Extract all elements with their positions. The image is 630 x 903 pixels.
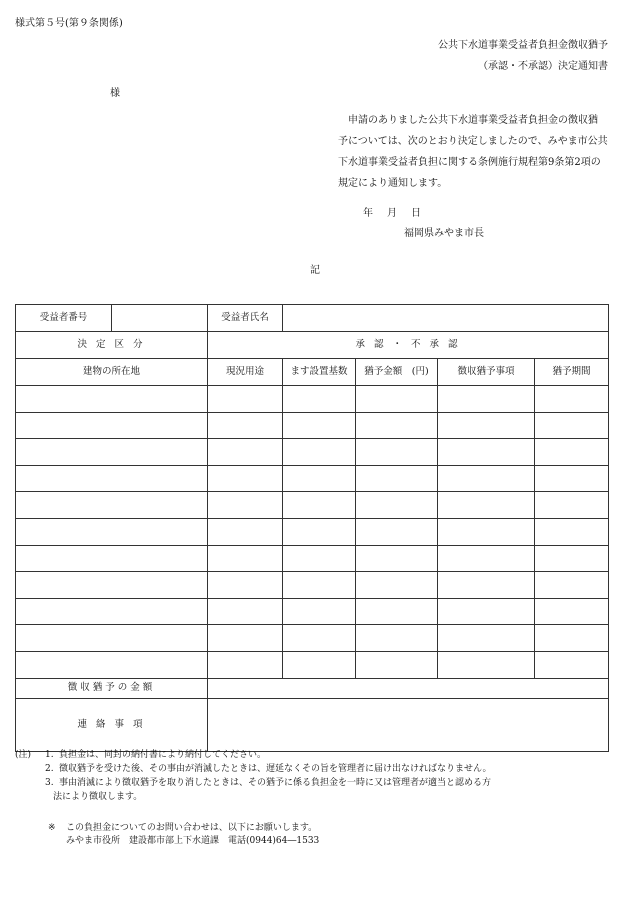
addressee-suffix: 様 xyxy=(110,88,120,99)
contact-info-line: みやま市役所 建設都市部上下水道課 電話(0944)64―1533 xyxy=(66,836,320,846)
location-cell[interactable] xyxy=(16,439,208,466)
table-row xyxy=(16,439,609,466)
column-header-basin-count: ます設置基数 xyxy=(283,359,356,386)
amount-cell[interactable] xyxy=(356,625,438,652)
table-row xyxy=(16,518,609,545)
usage-cell[interactable] xyxy=(208,492,283,519)
contact-row xyxy=(16,698,609,751)
deferral-period-cell[interactable] xyxy=(535,598,609,625)
usage-cell[interactable] xyxy=(208,598,283,625)
usage-cell[interactable] xyxy=(208,545,283,572)
location-cell[interactable] xyxy=(16,412,208,439)
basin-count-cell[interactable] xyxy=(283,465,356,492)
deferral-period-cell[interactable] xyxy=(535,386,609,413)
location-cell[interactable] xyxy=(16,572,208,599)
amount-cell[interactable] xyxy=(356,492,438,519)
reference-mark: ※ xyxy=(48,823,56,833)
usage-cell[interactable] xyxy=(208,439,283,466)
deferral-item-cell[interactable] xyxy=(438,386,535,413)
deferral-amount-field[interactable] xyxy=(208,678,609,698)
deferral-period-cell[interactable] xyxy=(535,465,609,492)
inquiry-info xyxy=(48,822,319,848)
ki-heading: 記 xyxy=(310,265,320,276)
amount-cell[interactable] xyxy=(356,439,438,466)
amount-cell[interactable] xyxy=(356,598,438,625)
table-row xyxy=(16,386,609,413)
decision-value: 承 認 ・ 不 承 認 xyxy=(208,332,609,359)
inquiry-line: この負担金についてのお問い合わせは、以下にお願いします。 xyxy=(66,823,318,833)
location-cell[interactable] xyxy=(16,625,208,652)
notification-body xyxy=(338,110,608,194)
note-number: 1. xyxy=(45,750,54,760)
basin-count-cell[interactable] xyxy=(283,492,356,519)
column-header-row xyxy=(16,359,609,386)
amount-cell[interactable] xyxy=(356,545,438,572)
column-header-deferral-period: 猶予期間 xyxy=(535,359,609,386)
beneficiary-row xyxy=(16,305,609,332)
usage-cell[interactable] xyxy=(208,572,283,599)
table-row xyxy=(16,651,609,678)
usage-cell[interactable] xyxy=(208,465,283,492)
beneficiary-number-label: 受益者番号 xyxy=(16,305,112,332)
table-row xyxy=(16,572,609,599)
table-row xyxy=(16,625,609,652)
deferral-item-cell[interactable] xyxy=(438,572,535,599)
usage-cell[interactable] xyxy=(208,386,283,413)
deferral-item-cell[interactable] xyxy=(438,625,535,652)
amount-cell[interactable] xyxy=(356,465,438,492)
decision-label: 決 定 区 分 xyxy=(16,332,208,359)
beneficiary-name-label: 受益者氏名 xyxy=(208,305,283,332)
form-number: 様式第５号(第９条関係) xyxy=(15,18,123,29)
basin-count-cell[interactable] xyxy=(283,412,356,439)
table-row xyxy=(16,465,609,492)
body-line: 申請のありました公共下水道事業受益者負担金の徴収猶 xyxy=(348,115,598,126)
basin-count-cell[interactable] xyxy=(283,386,356,413)
usage-cell[interactable] xyxy=(208,651,283,678)
basin-count-cell[interactable] xyxy=(283,545,356,572)
basin-count-cell[interactable] xyxy=(283,572,356,599)
contact-label: 連 絡 事 項 xyxy=(16,698,208,751)
deferral-period-cell[interactable] xyxy=(535,651,609,678)
basin-count-cell[interactable] xyxy=(283,518,356,545)
table-row xyxy=(16,492,609,519)
location-cell[interactable] xyxy=(16,598,208,625)
body-line: 予については、次のとおり決定しましたので、みやま市公共 xyxy=(338,136,608,147)
location-cell[interactable] xyxy=(16,492,208,519)
usage-cell[interactable] xyxy=(208,412,283,439)
deferral-period-cell[interactable] xyxy=(535,518,609,545)
data-rows xyxy=(16,386,609,679)
amount-cell[interactable] xyxy=(356,412,438,439)
column-header-location: 建物の所在地 xyxy=(16,359,208,386)
deferral-period-cell[interactable] xyxy=(535,545,609,572)
location-cell[interactable] xyxy=(16,386,208,413)
deferral-period-cell[interactable] xyxy=(535,492,609,519)
amount-cell[interactable] xyxy=(356,386,438,413)
usage-cell[interactable] xyxy=(208,625,283,652)
note-number: 3. xyxy=(45,778,54,788)
basin-count-cell[interactable] xyxy=(283,651,356,678)
issuer: 福岡県みやま市長 xyxy=(404,228,484,239)
deferral-item-cell[interactable] xyxy=(438,518,535,545)
beneficiary-number-field[interactable] xyxy=(112,305,208,332)
deferral-item-cell[interactable] xyxy=(438,492,535,519)
usage-cell[interactable] xyxy=(208,518,283,545)
basin-count-cell[interactable] xyxy=(283,598,356,625)
location-cell[interactable] xyxy=(16,518,208,545)
body-line: 規定により通知します。 xyxy=(338,178,448,189)
table-row xyxy=(16,545,609,572)
deferral-item-cell[interactable] xyxy=(438,598,535,625)
date-line: 年 月 日 xyxy=(363,208,423,219)
notes xyxy=(15,748,492,804)
column-header-amount: 猶予金額 (円) xyxy=(356,359,438,386)
basin-count-cell[interactable] xyxy=(283,625,356,652)
amount-cell[interactable] xyxy=(356,572,438,599)
amount-cell[interactable] xyxy=(356,651,438,678)
note-text: 負担金は、同封の納付書により納付してください。 xyxy=(59,750,267,760)
deferral-table xyxy=(15,304,609,752)
deferral-item-cell[interactable] xyxy=(438,545,535,572)
deferral-period-cell[interactable] xyxy=(535,439,609,466)
table-row xyxy=(16,598,609,625)
deferral-period-cell[interactable] xyxy=(535,572,609,599)
location-cell[interactable] xyxy=(16,465,208,492)
table-row xyxy=(16,412,609,439)
note-text: 事由消滅により徴収猶予を取り消したときは、その猶予に係る負担金を一時に又は管理者が適当と認める方 xyxy=(59,778,492,788)
location-cell[interactable] xyxy=(16,651,208,678)
beneficiary-name-field[interactable] xyxy=(283,305,609,332)
deferral-period-cell[interactable] xyxy=(535,412,609,439)
contact-field[interactable] xyxy=(208,698,609,751)
note-continuation: 法により徴収します。 xyxy=(53,792,143,802)
decision-row xyxy=(16,332,609,359)
deferral-period-cell[interactable] xyxy=(535,625,609,652)
amount-cell[interactable] xyxy=(356,518,438,545)
deferral-amount-label: 徴収猶予の金額 xyxy=(16,678,208,698)
notes-label: (注) xyxy=(15,750,32,760)
document-title: 公共下水道事業受益者負担金徴収猶予 xyxy=(438,40,608,51)
deferral-item-cell[interactable] xyxy=(438,465,535,492)
column-header-deferral-item: 徴収猶予事項 xyxy=(438,359,535,386)
note-number: 2. xyxy=(45,764,54,774)
note-text: 徴収猶予を受けた後、その事由が消滅したときは、遅延なくその旨を管理者に届け出なければなりません。 xyxy=(59,764,492,774)
deferral-amount-row xyxy=(16,678,609,698)
deferral-item-cell[interactable] xyxy=(438,439,535,466)
body-line: 下水道事業受益者負担に関する条例施行規程第9条第2項の xyxy=(338,157,601,168)
deferral-item-cell[interactable] xyxy=(438,412,535,439)
location-cell[interactable] xyxy=(16,545,208,572)
basin-count-cell[interactable] xyxy=(283,439,356,466)
column-header-usage: 現況用途 xyxy=(208,359,283,386)
document-subtitle: （承認・不承認）決定通知書 xyxy=(478,61,608,72)
deferral-item-cell[interactable] xyxy=(438,651,535,678)
